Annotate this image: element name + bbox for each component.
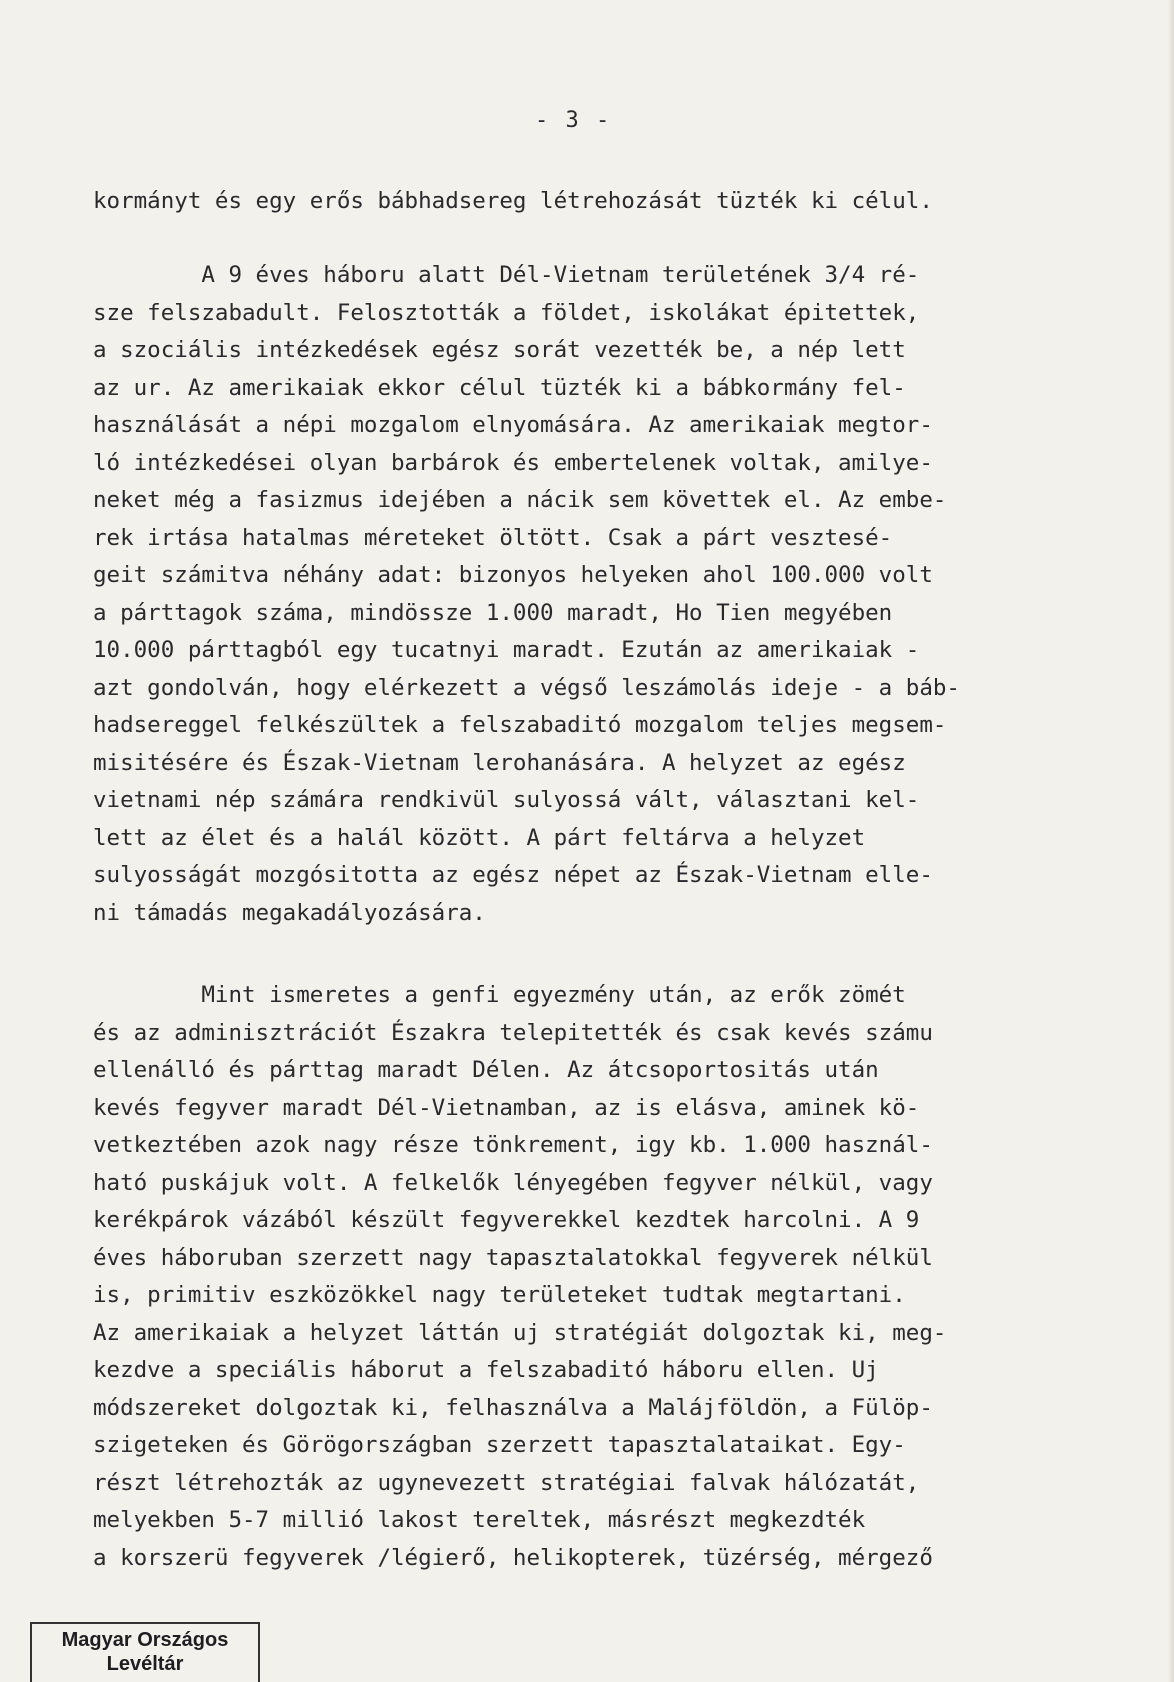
text-line: vietnami nép számára rendkivül sulyossá vált, választani kel- (93, 787, 920, 813)
text-line: Mint ismeretes a genfi egyezmény után, az erők zömét (93, 982, 906, 1008)
text-line: és az adminisztrációt Északra telepitették és csak kevés számu (93, 1019, 933, 1046)
text-line: ni támadás megakadályozására. (93, 899, 486, 926)
text-line: éves háboruban szerzett nagy tapasztalatokkal fegyverek nélkül (93, 1244, 933, 1271)
text-line: rek irtása hatalmas méreteket öltött. Csak a párt vesztesé- (93, 524, 893, 551)
paragraph-1 (93, 183, 1103, 221)
text-line: kezdve a speciális háborut a felszabaditó háboru ellen. Uj (93, 1357, 879, 1383)
text-line: ható puskájuk volt. A felkelők lényegében fegyver nélkül, vagy (93, 1169, 933, 1196)
text-line: A 9 éves háboru alatt Dél-Vietnam területének 3/4 ré- (93, 262, 920, 288)
text-line: hadsereggel felkészültek a felszabaditó mozgalom teljes megsem- (93, 712, 947, 738)
archive-stamp-line-1: Magyar Országos (61, 1629, 229, 1651)
text-line: szigeteken és Görögországban szerzett tapasztalataikat. Egy- (93, 1432, 906, 1458)
text-line: a párttagok száma, mindössze 1.000 maradt, Ho Tien megyében (93, 599, 893, 626)
text-line: ló intézkedései olyan barbárok és embertelenek voltak, amilye- (93, 449, 933, 476)
text-line: lett az élet és a halál között. A párt feltárva a helyzet (93, 824, 866, 851)
text-line: sulyosságát mozgósitotta az egész népet az Észak-Vietnam elle- (93, 862, 933, 888)
text-line: a korszerü fegyverek /légierő, helikopterek, tüzérség, mérgező (93, 1544, 933, 1571)
text-line: misitésére és Észak-Vietnam lerohanására. A helyzet az egész (93, 749, 906, 776)
paragraph-2 (93, 257, 1103, 932)
text-line: sze felszabadult. Felosztották a földet, iskolákat épitettek, (93, 299, 920, 326)
text-line: kerékpárok vázából készült fegyverekkel kezdtek harcolni. A 9 (93, 1207, 920, 1233)
text-line: ellenálló és párttag maradt Délen. Az átcsoportositás után (93, 1057, 879, 1083)
text-line: kormányt és egy erős bábhadsereg létrehozását tüzték ki célul. (93, 188, 933, 214)
text-line: is, primitiv eszközökkel nagy területeket tudtak megtartani. (93, 1282, 906, 1308)
text-line: kevés fegyver maradt Dél-Vietnamban, az is elásva, aminek kö- (93, 1094, 920, 1121)
text-line: módszereket dolgoztak ki, felhasználva a Malájföldön, a Fülöp- (93, 1394, 933, 1421)
text-line: az ur. Az amerikaiak ekkor célul tüzték ki a bábkormány fel- (93, 374, 906, 401)
text-line: Az amerikaiak a helyzet láttán uj stratégiát dolgoztak ki, meg- (93, 1319, 947, 1346)
text-line: melyekben 5-7 millió lakost tereltek, másrészt megkezdték (93, 1507, 866, 1533)
text-line: neket még a fasizmus idejében a nácik sem követtek el. Az embe- (93, 487, 947, 513)
archive-stamp (30, 1622, 260, 1682)
text-line: azt gondolván, hogy elérkezett a végső leszámolás ideje - a báb- (93, 674, 960, 701)
text-line: 10.000 párttagból egy tucatnyi maradt. Ezután az amerikaiak - (93, 637, 920, 663)
text-line: a szociális intézkedések egész sorát vezették be, a nép lett (93, 337, 906, 363)
text-line: geit számitva néhány adat: bizonyos helyeken ahol 100.000 volt (93, 562, 933, 588)
page-edge (1168, 0, 1174, 1682)
text-line: használását a népi mozgalom elnyomására. Az amerikaiak megtor- (93, 412, 933, 438)
archive-stamp-line-2: Levéltár (106, 1653, 184, 1675)
text-line: vetkeztében azok nagy része tönkrement, igy kb. 1.000 használ- (93, 1132, 933, 1158)
text-line: részt létrehozták az ugynevezett stratégiai falvak hálózatát, (93, 1469, 920, 1496)
page-number: - 3 - (535, 108, 612, 133)
paragraph-3 (93, 977, 1103, 1577)
